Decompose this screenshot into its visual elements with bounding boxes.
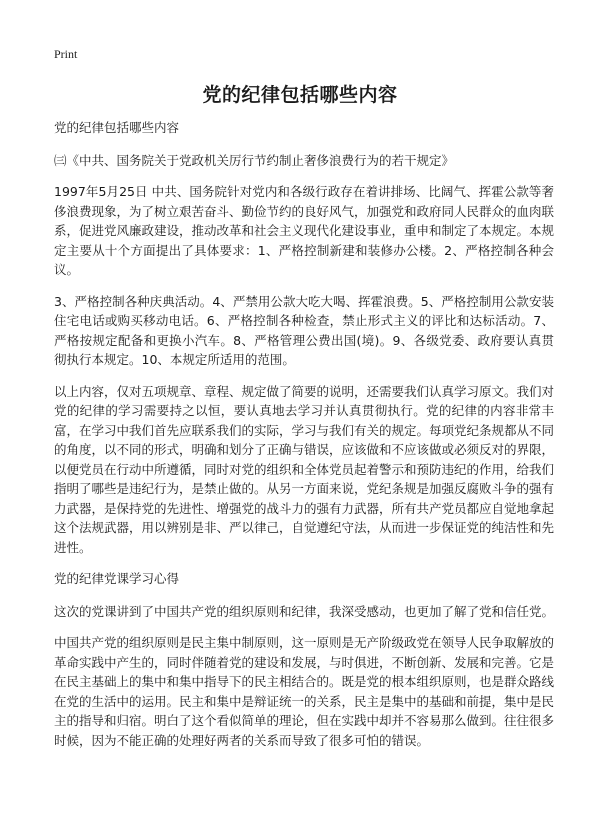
print-link[interactable]: Print [54, 47, 78, 61]
paragraph: ㈢《中共、国务院关于党政机关厉行节约制止奢侈浪费行为的若干规定》 [54, 152, 455, 168]
paragraph: 1997年5月25日 中共、国务院针对党内和各级行政存在着讲排场、比阔气、挥霍公款等奢侈浪费现象，为了树立艰苦奋斗、勤俭节约的良好风气，加强党和政府同人民群众的血肉联系，促进党风廉政建设，推动改革和社会主义现代化建设事业，重申和制定了本规定。本规定主要从十个方面提出了具体要求：1、严格控制新建和装修办公楼。2、严格控制各种会议。 [54, 184, 555, 277]
paragraph: 中国共产党的组织原则是民主集中制原则，这一原则是无产阶级政党在领导人民争取解放的革命实践中产生的，同时伴随着党的建设和发展，与时俱进，不断创新、发展和完善。它是在民主基础上的集中和集中指导下的民主相结合的。既是党的根本组织原则，也是群众路线在党的生活中的运用。民主和集中是辩证统一的关系，民主是集中的基础和前提，集中是民主的指导和归宿。明白了这个看似简单的理论，但在实践中却并不容易那么做到。往往很多时候，因为不能正确的处理好两者的关系而导致了很多可怕的错误。 [54, 635, 555, 748]
paragraph: 3、严格控制各种庆典活动。4、严禁用公款大吃大喝、挥霍浪费。5、严格控制用公款安装住宅电话或购买移动电话。6、严格控制各种检查，禁止形式主义的评比和达标活动。7、严格按规定配备和更换小汽车。8、严格管理公费出国(境)。9、各级党委、政府要认真贯彻执行本规定。10、本规定所适用的范围。 [54, 293, 554, 367]
article-body [54, 118, 554, 762]
section-heading: 党的纪律党课学习心得 [54, 571, 180, 586]
page-title: 党的纪律包括哪些内容 [202, 84, 398, 106]
paragraph: 这次的党课讲到了中国共产党的组织原则和纪律，我深受感动，也更加了解了党和信任党。 [54, 603, 555, 619]
paragraph: 以上内容，仅对五项规章、章程、规定做了简要的说明，还需要我们认真学习原文。我们对党的纪律的学习需要持之以恒，要认真地去学习并认真贯彻执行。党的纪律的内容非常丰富，在学习中我们首先应联系我们的实际，学习与我们有关的规定。每项党纪条规都从不同的角度，以不同的形式，明确和划分了正确与错误，应该做和不应该做或必须反对的界限，以便党员在行动中所遵循，同时对党的组织和全体党员起着警示和预防违纪的作用，给我们指明了哪些是违纪行为，是禁止做的。从另一方面来说，党纪条规是加强反腐败斗争的强有力武器，是保持党的先进性、增强党的战斗力的强有力武器，所有共产党员都应自觉地拿起这个法规武器，用以辨别是非、严以律己，自觉遵纪守法，从而进一步保证党的纯洁性和先进性。 [54, 383, 555, 555]
section-heading: 党的纪律包括哪些内容 [54, 120, 180, 135]
